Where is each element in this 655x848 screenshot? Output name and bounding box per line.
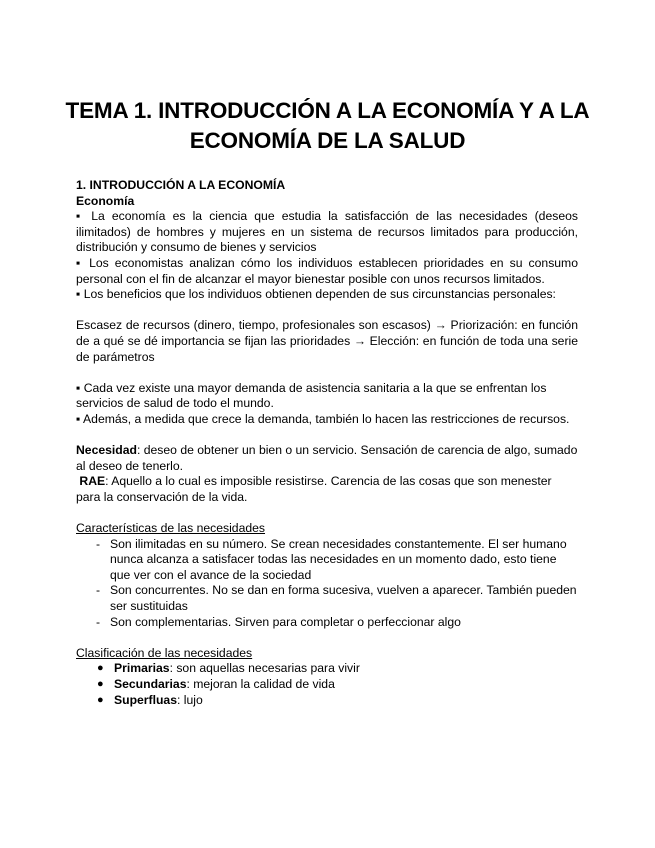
dash-marker: - xyxy=(96,614,101,629)
term-necesidad: Necesidad xyxy=(76,443,137,458)
paragraph-escasez: Escasez de recursos (dinero, tiempo, profesionales son escasos) → Priorización: en función de a qué se dé importancia se fijan las prioridades → Elección: en función de toda una serie de parámetros xyxy=(76,318,578,364)
paragraph-necesidad xyxy=(76,443,578,474)
spacer xyxy=(76,303,578,319)
subsection-heading: Economía xyxy=(76,193,135,208)
document-body xyxy=(76,178,578,708)
spacer xyxy=(76,365,578,381)
term-rae: RAE xyxy=(79,474,106,489)
paragraph-beneficios: ▪ Los beneficios que los individuos obtienen dependen de sus circunstancias personales: xyxy=(76,287,556,302)
term-primarias: Primarias xyxy=(114,661,170,676)
term-superfluas: Superfluas xyxy=(114,692,177,707)
spacer xyxy=(76,428,578,444)
dash-marker: - xyxy=(96,536,101,551)
paragraph-economistas: ▪ Los economistas analizan cómo los individuos establecen prioridades en su consumo personal con el fin de alcanzar el mayor bienestar posible con unos recursos limitados. xyxy=(76,255,578,286)
desc-superfluas: : lujo xyxy=(177,692,203,707)
clasificacion-list xyxy=(76,661,578,708)
list-item-text: Son concurrentes. No se dan en forma sucesiva, vuelven a aparecer. También pueden ser sustituidas xyxy=(110,583,577,614)
list-item-text: Son complementarias. Sirven para completar o perfeccionar algo xyxy=(110,614,461,629)
list-item xyxy=(76,615,578,631)
paragraph-economia-definicion: ▪ La economía es la ciencia que estudia la satisfacción de las necesidades (deseos ilimitados) de hombres y mujeres en un sistema de recursos limitados para producción, distribución y consumo de bienes y servicios xyxy=(76,209,578,255)
term-secundarias: Secundarias xyxy=(114,677,187,691)
list-item xyxy=(76,661,578,677)
bullet-icon: ● xyxy=(97,662,104,675)
definition-necesidad: : deseo de obtener un bien o un servicio. Sensación de carencia de algo, sumado al deseo de tenerlo. xyxy=(76,443,578,473)
list-item-text: Son ilimitadas en su número. Se crean necesidades constantemente. El ser humano nunca alcanza a satisfacer todas las necesidades en un momento dado, esto tiene que ver con el avance de la sociedad xyxy=(110,536,567,582)
document-title: TEMA 1. INTRODUCCIÓN A LA ECONOMÍA Y A LA ECONOMÍA DE LA SALUD xyxy=(65,98,590,153)
bullet-icon: ● xyxy=(97,693,104,706)
caracteristicas-heading: Características de las necesidades xyxy=(76,521,266,536)
definition-rae: : Aquello a lo cual es imposible resistirse. Carencia de las cosas que son menester para la conservación de la vida. xyxy=(76,474,552,504)
dash-marker: - xyxy=(96,583,101,598)
clasificacion-heading: Clasificación de las necesidades xyxy=(76,645,253,660)
list-item xyxy=(76,537,578,584)
paragraph-restricciones: ▪ Además, a medida que crece la demanda, también lo hacen las restricciones de recursos. xyxy=(76,411,570,426)
spacer xyxy=(76,630,578,646)
list-item xyxy=(76,583,578,614)
bullet-icon: ● xyxy=(97,678,104,690)
paragraph-rae xyxy=(76,474,578,505)
section-heading: 1. INTRODUCCIÓN A LA ECONOMÍA xyxy=(76,178,286,192)
list-item xyxy=(76,677,578,693)
list-item xyxy=(76,693,578,709)
spacer xyxy=(76,505,578,521)
desc-primarias: : son aquellas necesarias para vivir xyxy=(169,661,360,676)
caracteristicas-list xyxy=(76,537,578,631)
paragraph-demanda: ▪ Cada vez existe una mayor demanda de asistencia sanitaria a la que se enfrentan los servicios de salud de todo el mundo. xyxy=(76,380,547,411)
desc-secundarias: : mejoran la calidad de vida xyxy=(186,677,335,691)
